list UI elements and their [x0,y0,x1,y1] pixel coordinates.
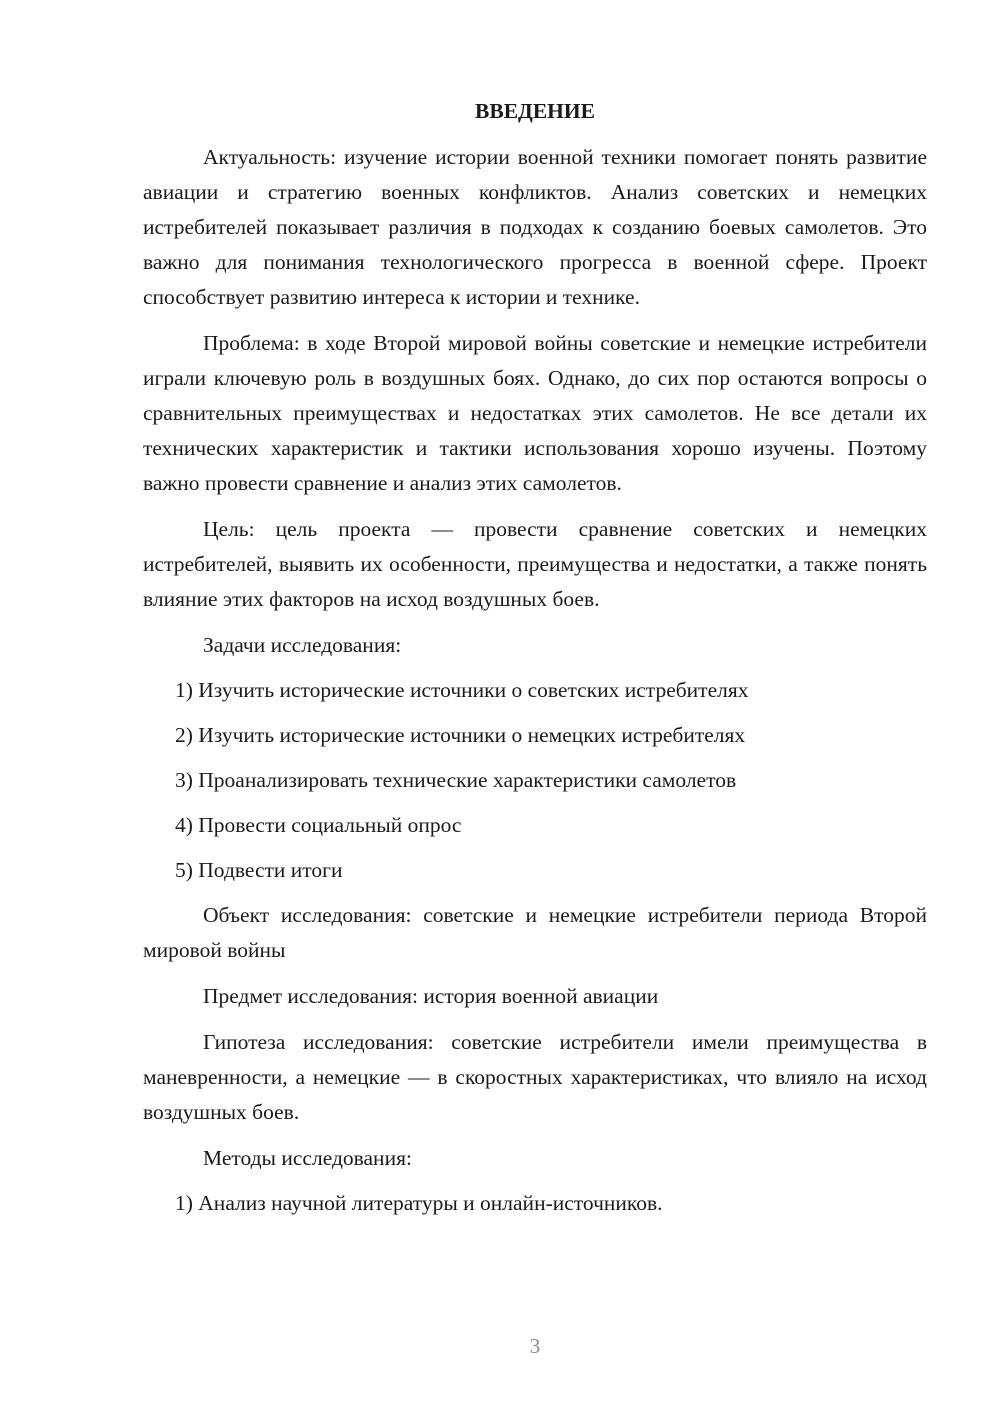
document-page [143,96,927,1231]
hypothesis-paragraph: Гипотеза исследования: советские истребители имели преимущества в маневренности, а немецкие — в скоростных характеристиках, что влияло на исход воздушных боев. [143,1030,927,1124]
tasks-heading: Задачи исследования: [203,633,402,657]
list-item: 3) Проанализировать технические характеристики самолетов [175,768,737,792]
goal-paragraph: Цель: цель проекта — провести сравнение советских и немецких истребителей, выявить их особенности, преимущества и недостатки, а также понять влияние этих факторов на исход воздушных боев. [143,517,927,611]
tasks-list [143,673,927,888]
list-item: 5) Подвести итоги [175,858,343,882]
list-item: 1) Изучить исторические источники о советских истребителях [175,678,749,702]
list-item: 4) Провести социальный опрос [175,813,462,837]
object-paragraph: Объект исследования: советские и немецкие истребители периода Второй мировой войны [143,903,927,962]
relevance-paragraph: Актуальность: изучение истории военной техники помогает понять развитие авиации и стратегию военных конфликтов. Анализ советских и немецких истребителей показывает различия в подходах к созданию боевых самолетов. Это важно для понимания технологического прогресса в военной сфере. Проект способствует развитию интереса к истории и технике. [143,145,927,309]
methods-list [143,1186,927,1221]
subject-paragraph: Предмет исследования: история военной авиации [203,984,659,1008]
page-number: 3 [529,1334,541,1358]
page-title: ВВЕДЕНИЕ [475,99,595,123]
problem-paragraph: Проблема: в ходе Второй мировой войны советские и немецкие истребители играли ключевую роль в воздушных боях. Однако, до сих пор остаются вопросы о сравнительных преимуществах и недостатках этих самолетов. Не все детали их технических характеристик и тактики использования хорошо изучены. Поэтому важно провести сравнение и анализ этих самолетов. [143,331,927,495]
list-item: 1) Анализ научной литературы и онлайн-источников. [175,1191,663,1215]
list-item: 2) Изучить исторические источники о немецких истребителях [175,723,746,747]
methods-heading: Методы исследования: [203,1146,412,1170]
